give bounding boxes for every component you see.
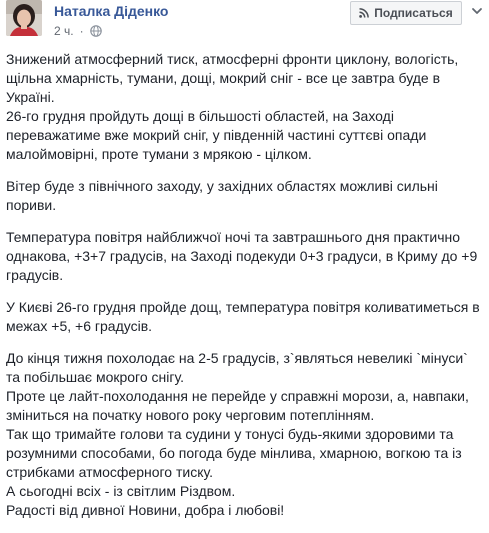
post-text-line: До кінця тижня похолодає на 2-5 градусів, з`являться невеликі `мінуси` [6,350,468,366]
post-text-line: Радості від дивної Новини, добра і любові! [6,502,285,518]
follow-button-label: Подписаться [374,6,453,20]
post-text-line: та побільшає мокрого снігу. [6,369,184,385]
avatar[interactable] [6,0,42,36]
post-text-line: малоймовірні, проте тумани з мрякою - цілком. [6,146,312,162]
post-paragraph [6,228,482,285]
post-text-line: однакова, +3+7 градусів, на Заході подекуди 0+3 градуси, в Криму до +9 [6,248,478,264]
avatar-image [6,0,42,36]
post-text-line: У Києві 26-го грудня пройде дощ, температура повітря коливатиметься в [6,299,480,315]
post-paragraph [6,298,482,336]
post-text-line: розумними способами, бо погода буде мінлива, хмарною, вогкою та із [6,445,462,461]
post-paragraph [6,50,482,164]
post-text-line: градусів. [6,267,64,283]
post-text-line: пориви. [6,197,57,213]
post-text-line: Україні. [6,89,55,105]
rss-icon [359,8,369,18]
post-paragraph [6,349,482,520]
post-text-line: стрибками атмосферного тиску. [6,464,213,480]
post-text-line: А сьогодні всіх - із світлим Різдвом. [6,483,236,499]
post-text-line: межах +5, +6 градусів. [6,318,153,334]
post-timestamp[interactable]: 2 ч. [54,24,74,38]
post-text-line: Вітер буде з північного заходу, у західних областях можливі сильні [6,178,438,194]
post-text-line: зміниться на початку нового року черговим потеплінням. [6,407,375,423]
post-text-line: переважатиме вже мокрий сніг, у південній частині суттєві опади [6,127,427,143]
post-text-line: Температура повітря найближчої ночі та завтрашнього дня практично [6,229,461,245]
post-text-line: Так що тримайте голови та судини у тонусі будь-якими здоровими та [6,426,454,442]
post-text-line: Проте це лайт-похолодання не перейде у справжні морози, а, навпаки, [6,388,469,404]
post-text-line: 26-го грудня пройдуть дощі в більшості областей, на Заході [6,108,394,124]
globe-icon [90,25,102,37]
post-meta: 2 ч. · [54,24,102,38]
chevron-down-icon[interactable] [470,4,484,18]
post-text [6,50,482,533]
post-text-line: Знижений атмосферний тиск, атмосферні фронти циклону, вологість, [6,51,459,67]
post-paragraph [6,177,482,215]
follow-button[interactable] [350,1,462,25]
post-text-line: щільна хмарність, тумани, дощі, мокрий сніг - все це завтра буде в [6,70,441,86]
author-name[interactable]: Наталка Діденко [54,3,169,19]
